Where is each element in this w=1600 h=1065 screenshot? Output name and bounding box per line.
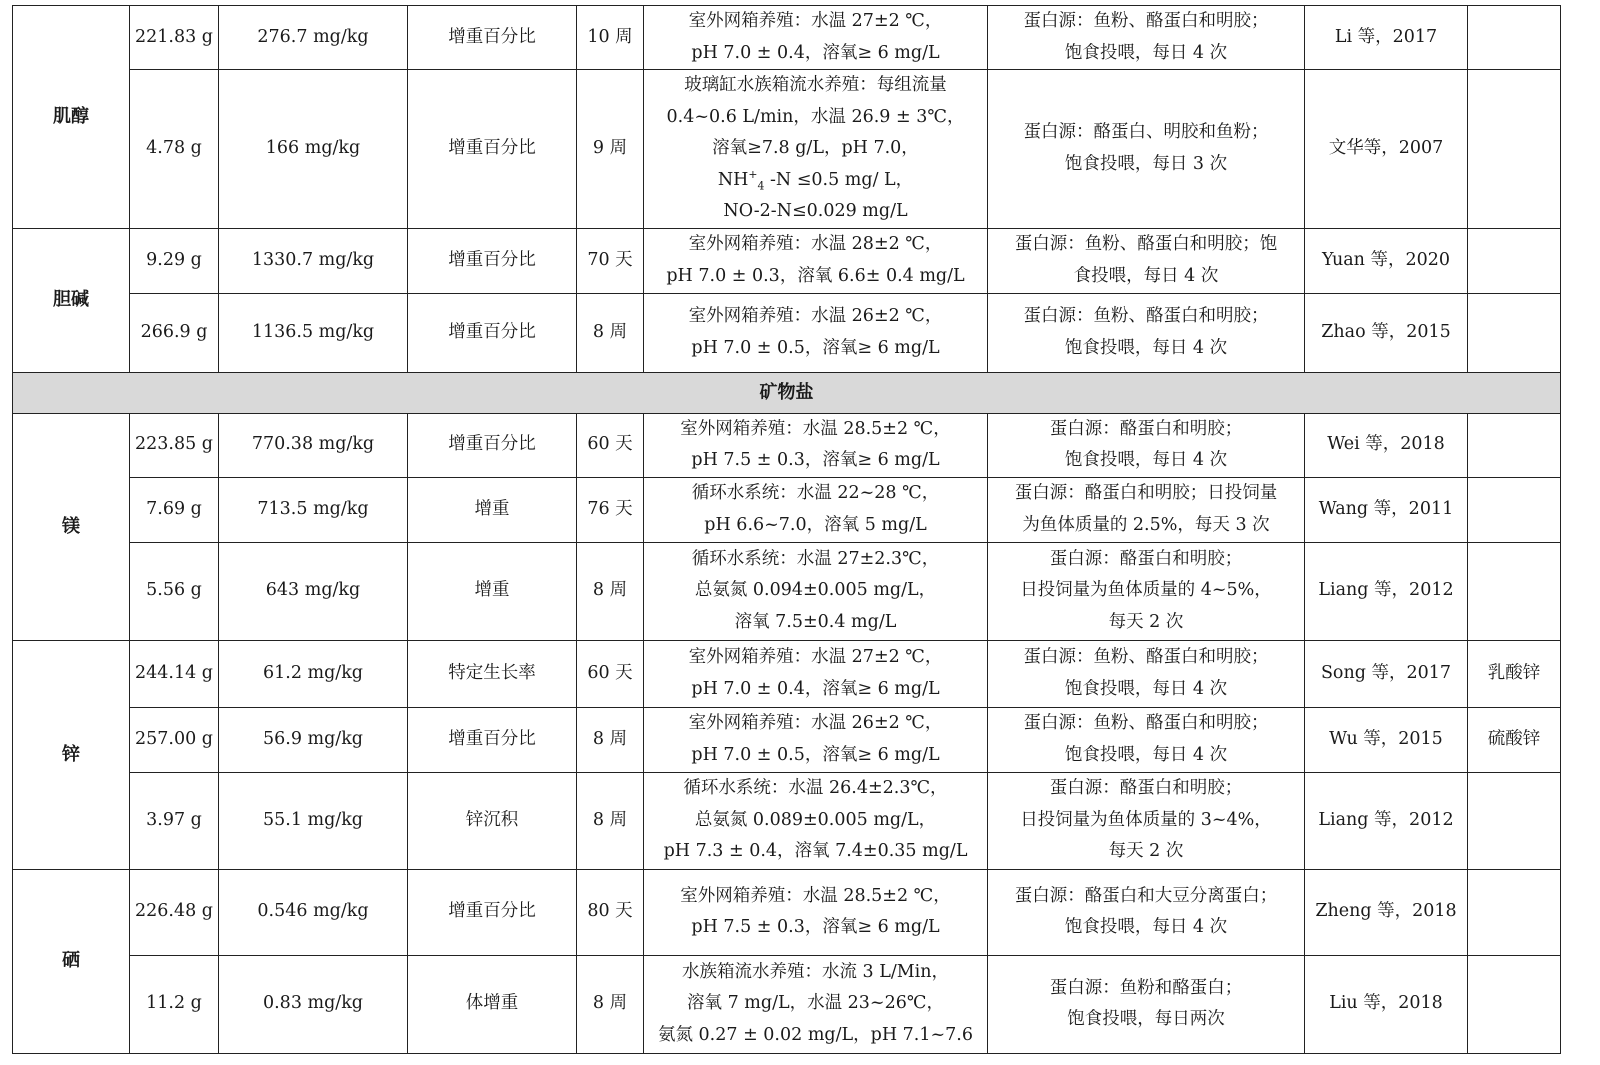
form-cell xyxy=(1468,772,1561,869)
ammonium-charge: + xyxy=(748,167,758,181)
feeding-line: 蛋白源：鱼粉和酪蛋白； xyxy=(1049,977,1243,998)
nutrient-name: 胆碱 xyxy=(13,228,130,372)
condition-line: 室外网箱养殖：水温 28.5±2 ℃， xyxy=(680,418,951,439)
evaluation-index-cell: 增重百分比 xyxy=(408,707,577,772)
form-cell xyxy=(1468,477,1561,542)
body-weight-cell: 7.69 g xyxy=(130,477,219,542)
form-cell xyxy=(1468,70,1561,229)
reference-cell: Wei 等，2018 xyxy=(1305,413,1468,477)
reference-cell: Zhao 等，2015 xyxy=(1305,293,1468,372)
feeding-cell xyxy=(988,477,1305,542)
feeding-line: 为鱼体质量的 2.5%，每天 3 次 xyxy=(1022,514,1270,535)
condition-line: 总氨氮 0.089±0.005 mg/L， xyxy=(694,809,937,830)
form-cell xyxy=(1468,955,1561,1053)
ammonium-prefix: NH xyxy=(717,169,749,190)
table-body xyxy=(13,6,1561,1054)
condition-line: 总氨氮 0.094±0.005 mg/L， xyxy=(694,580,937,601)
condition-line: pH 7.5 ± 0.3，溶氧≥ 6 mg/L xyxy=(691,917,940,937)
duration-cell: 80 天 xyxy=(577,869,644,955)
culture-conditions-cell xyxy=(644,70,988,229)
feeding-line: 蛋白源：酪蛋白、明胶和鱼粉； xyxy=(1023,122,1269,143)
body-weight-cell: 266.9 g xyxy=(130,293,219,372)
feeding-line: 饱食投喂，每日两次 xyxy=(1067,1009,1225,1029)
duration-cell: 10 周 xyxy=(577,6,644,70)
culture-conditions-cell xyxy=(644,6,988,70)
condition-line: 氨氮 0.27 ± 0.02 mg/L，pH 7.1~7.6 xyxy=(657,1024,973,1045)
body-weight-cell: 11.2 g xyxy=(130,955,219,1053)
requirement-cell: 1136.5 mg/kg xyxy=(219,293,408,372)
evaluation-index-cell: 增重百分比 xyxy=(408,413,577,477)
body-weight-cell: 4.78 g xyxy=(130,70,219,229)
nutrient-name: 锌 xyxy=(13,640,130,869)
ammonium-line xyxy=(648,165,983,197)
feeding-line: 蛋白源：酪蛋白和明胶； xyxy=(1049,548,1243,569)
condition-line: pH 7.0 ± 0.5，溶氧≥ 6 mg/L xyxy=(691,337,940,358)
feeding-cell xyxy=(988,413,1305,477)
ammonium-subscript: 4 xyxy=(757,179,765,192)
nutrient-name: 硒 xyxy=(13,869,130,1053)
feeding-line: 蛋白源：酪蛋白和明胶； xyxy=(1049,778,1243,799)
reference-cell: Song 等，2017 xyxy=(1305,640,1468,707)
table-row xyxy=(13,955,1561,1053)
evaluation-index-cell: 增重百分比 xyxy=(408,293,577,372)
reference-cell: Liang 等，2012 xyxy=(1305,772,1468,869)
condition-line: 循环水系统：水温 27±2.3℃， xyxy=(691,548,940,569)
table-row xyxy=(13,228,1561,293)
condition-line: 水族箱流水养殖：水流 3 L/Min， xyxy=(681,961,950,982)
duration-cell: 60 天 xyxy=(577,413,644,477)
duration-cell: 9 周 xyxy=(577,70,644,229)
reference-cell: Yuan 等，2020 xyxy=(1305,228,1468,293)
feeding-line: 饱食投喂，每日 4 次 xyxy=(1064,42,1228,63)
culture-conditions-cell xyxy=(644,542,988,640)
duration-cell: 70 天 xyxy=(577,228,644,293)
reference-cell: Wang 等，2011 xyxy=(1305,477,1468,542)
feeding-cell xyxy=(988,640,1305,707)
duration-cell: 8 周 xyxy=(577,707,644,772)
body-weight-cell: 223.85 g xyxy=(130,413,219,477)
culture-conditions-cell xyxy=(644,477,988,542)
body-weight-cell: 221.83 g xyxy=(130,6,219,70)
evaluation-index-cell: 增重 xyxy=(408,542,577,640)
form-cell: 乳酸锌 xyxy=(1468,640,1561,707)
ammonium-suffix: -N ≤0.5 mg/ L， xyxy=(764,169,914,190)
feeding-line: 蛋白源：鱼粉、酪蛋白和明胶；饱 xyxy=(1014,234,1278,254)
feeding-line: 蛋白源：酪蛋白和大豆分离蛋白； xyxy=(1014,885,1278,906)
feeding-line: 饱食投喂，每日 4 次 xyxy=(1064,337,1228,358)
requirement-cell: 166 mg/kg xyxy=(219,70,408,229)
body-weight-cell: 244.14 g xyxy=(130,640,219,707)
form-cell xyxy=(1468,542,1561,640)
culture-conditions-cell xyxy=(644,640,988,707)
body-weight-cell: 257.00 g xyxy=(130,707,219,772)
condition-line: 循环水系统：水温 22~28 ℃， xyxy=(691,483,940,503)
form-cell xyxy=(1468,6,1561,70)
condition-line: 0.4~0.6 L/min，水温 26.9 ± 3℃， xyxy=(666,106,965,127)
feeding-line: 饱食投喂，每日 4 次 xyxy=(1064,678,1228,699)
duration-cell: 8 周 xyxy=(577,293,644,372)
requirement-cell: 0.546 mg/kg xyxy=(219,869,408,955)
culture-conditions-cell xyxy=(644,707,988,772)
feeding-cell xyxy=(988,228,1305,293)
condition-line: 循环水系统：水温 26.4±2.3℃， xyxy=(683,778,948,799)
condition-line: pH 7.0 ± 0.4，溶氧≥ 6 mg/L xyxy=(691,42,940,63)
culture-conditions-cell xyxy=(644,772,988,869)
duration-cell: 8 周 xyxy=(577,955,644,1053)
condition-line: 室外网箱养殖：水温 26±2 ℃， xyxy=(688,713,943,733)
condition-line: 室外网箱养殖：水温 26±2 ℃， xyxy=(688,306,943,326)
feeding-cell xyxy=(988,869,1305,955)
evaluation-index-cell: 增重百分比 xyxy=(408,869,577,955)
feeding-cell xyxy=(988,955,1305,1053)
nutrient-name: 镁 xyxy=(13,413,130,640)
feeding-line: 蛋白源：酪蛋白和明胶； xyxy=(1049,418,1243,439)
feeding-line: 蛋白源：酪蛋白和明胶；日投饲量 xyxy=(1014,483,1278,503)
feeding-cell xyxy=(988,542,1305,640)
condition-line: pH 7.0 ± 0.3，溶氧 6.6± 0.4 mg/L xyxy=(666,265,965,286)
evaluation-index-cell: 增重 xyxy=(408,477,577,542)
body-weight-cell: 226.48 g xyxy=(130,869,219,955)
form-cell xyxy=(1468,413,1561,477)
condition-line: 室外网箱养殖：水温 27±2 ℃， xyxy=(688,647,943,667)
evaluation-index-cell: 特定生长率 xyxy=(408,640,577,707)
evaluation-index-cell: 增重百分比 xyxy=(408,6,577,70)
nutrient-requirement-table xyxy=(12,5,1561,1054)
condition-line: 室外网箱养殖：水温 28.5±2 ℃， xyxy=(680,885,951,906)
table-row xyxy=(13,707,1561,772)
condition-line: pH 7.3 ± 0.4，溶氧 7.4±0.35 mg/L xyxy=(663,841,968,862)
reference-cell: 文华等，2007 xyxy=(1305,70,1468,229)
reference-cell: Li 等，2017 xyxy=(1305,6,1468,70)
duration-cell: 8 周 xyxy=(577,542,644,640)
feeding-cell xyxy=(988,6,1305,70)
form-cell xyxy=(1468,228,1561,293)
condition-line: 溶氧≥7.8 g/L，pH 7.0， xyxy=(712,138,919,158)
reference-cell: Zheng 等，2018 xyxy=(1305,869,1468,955)
feeding-line: 日投饲量为鱼体质量的 4~5%， xyxy=(1020,580,1272,601)
table-row xyxy=(13,542,1561,640)
requirement-cell: 770.38 mg/kg xyxy=(219,413,408,477)
evaluation-index-cell: 体增重 xyxy=(408,955,577,1053)
condition-line: pH 7.0 ± 0.5，溶氧≥ 6 mg/L xyxy=(691,744,940,765)
table-row xyxy=(13,293,1561,372)
feeding-line: 饱食投喂，每日 4 次 xyxy=(1064,917,1228,937)
requirement-cell: 643 mg/kg xyxy=(219,542,408,640)
feeding-line: 饱食投喂，每日 4 次 xyxy=(1064,450,1228,470)
feeding-line: 饱食投喂，每日 3 次 xyxy=(1064,153,1228,174)
feeding-line: 日投饲量为鱼体质量的 3~4%， xyxy=(1020,809,1272,830)
requirement-cell: 56.9 mg/kg xyxy=(219,707,408,772)
requirement-cell: 61.2 mg/kg xyxy=(219,640,408,707)
form-cell xyxy=(1468,869,1561,955)
condition-line: 室外网箱养殖：水温 27±2 ℃， xyxy=(688,11,943,31)
requirement-cell: 55.1 mg/kg xyxy=(219,772,408,869)
condition-line: 溶氧 7 mg/L，水温 23~26℃， xyxy=(687,993,944,1014)
feeding-line: 食投喂，每日 4 次 xyxy=(1073,265,1219,286)
feeding-line: 每天 2 次 xyxy=(1108,841,1184,862)
body-weight-cell: 3.97 g xyxy=(130,772,219,869)
evaluation-index-cell: 锌沉积 xyxy=(408,772,577,869)
body-weight-cell: 9.29 g xyxy=(130,228,219,293)
evaluation-index-cell: 增重百分比 xyxy=(408,228,577,293)
requirement-cell: 0.83 mg/kg xyxy=(219,955,408,1053)
culture-conditions-cell xyxy=(644,293,988,372)
feeding-cell xyxy=(988,772,1305,869)
feeding-cell xyxy=(988,293,1305,372)
condition-line: pH 7.0 ± 0.4，溶氧≥ 6 mg/L xyxy=(691,678,940,699)
feeding-line: 每天 2 次 xyxy=(1108,611,1184,632)
feeding-line: 饱食投喂，每日 4 次 xyxy=(1064,744,1228,765)
reference-cell: Liang 等，2012 xyxy=(1305,542,1468,640)
table-row xyxy=(13,413,1561,477)
nutrient-name: 肌醇 xyxy=(13,6,130,229)
condition-line: 室外网箱养殖：水温 28±2 ℃， xyxy=(688,234,943,254)
duration-cell: 8 周 xyxy=(577,772,644,869)
table-row xyxy=(13,772,1561,869)
feeding-line: 蛋白源：鱼粉、酪蛋白和明胶； xyxy=(1023,647,1269,667)
condition-line: pH 6.6~7.0，溶氧 5 mg/L xyxy=(704,514,927,535)
requirement-cell: 1330.7 mg/kg xyxy=(219,228,408,293)
culture-conditions-cell xyxy=(644,413,988,477)
form-cell xyxy=(1468,293,1561,372)
condition-line: 溶氧 7.5±0.4 mg/L xyxy=(734,611,897,632)
feeding-cell xyxy=(988,707,1305,772)
section-row xyxy=(13,372,1561,413)
condition-line: NO-2-N≤0.029 mg/L xyxy=(723,201,908,221)
form-cell: 硫酸锌 xyxy=(1468,707,1561,772)
table-row xyxy=(13,477,1561,542)
duration-cell: 76 天 xyxy=(577,477,644,542)
feeding-line: 蛋白源：鱼粉、酪蛋白和明胶； xyxy=(1023,11,1269,31)
feeding-line: 蛋白源：鱼粉、酪蛋白和明胶； xyxy=(1023,306,1269,326)
table-row xyxy=(13,869,1561,955)
culture-conditions-cell xyxy=(644,228,988,293)
table-row xyxy=(13,640,1561,707)
condition-line: 玻璃缸水族箱流水养殖：每组流量 xyxy=(684,75,947,95)
reference-cell: Liu 等，2018 xyxy=(1305,955,1468,1053)
feeding-cell xyxy=(988,70,1305,229)
table-row xyxy=(13,70,1561,229)
requirement-cell: 276.7 mg/kg xyxy=(219,6,408,70)
feeding-line: 蛋白源：鱼粉、酪蛋白和明胶； xyxy=(1023,713,1269,733)
duration-cell: 60 天 xyxy=(577,640,644,707)
culture-conditions-cell xyxy=(644,955,988,1053)
culture-conditions-cell xyxy=(644,869,988,955)
section-title: 矿物盐 xyxy=(13,372,1561,413)
table-row xyxy=(13,6,1561,70)
reference-cell: Wu 等，2015 xyxy=(1305,707,1468,772)
body-weight-cell: 5.56 g xyxy=(130,542,219,640)
evaluation-index-cell: 增重百分比 xyxy=(408,70,577,229)
condition-line: pH 7.5 ± 0.3，溶氧≥ 6 mg/L xyxy=(691,450,940,470)
requirement-cell: 713.5 mg/kg xyxy=(219,477,408,542)
